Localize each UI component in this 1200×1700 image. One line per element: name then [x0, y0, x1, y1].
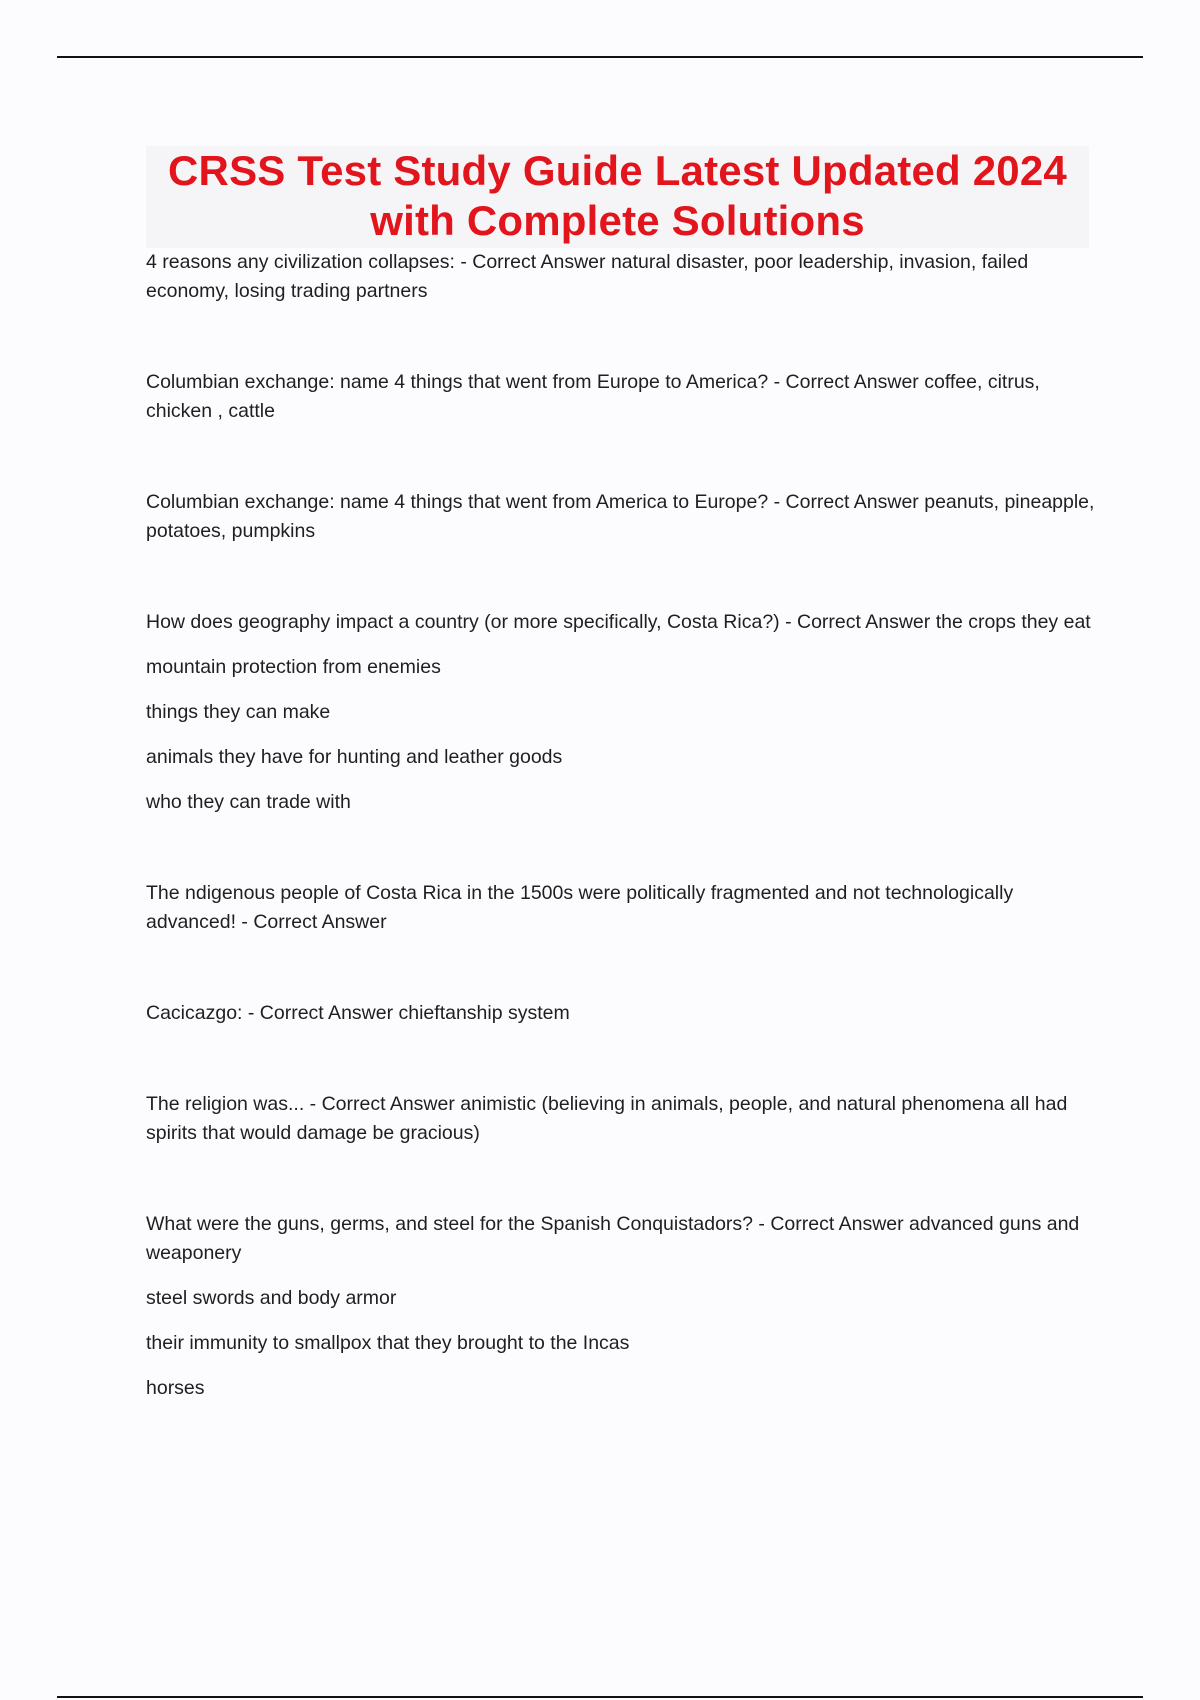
- qa-entry: [146, 608, 1096, 817]
- qa-entry: [146, 999, 1096, 1028]
- document-title: CRSS Test Study Guide Latest Updated 2024 with Complete Solutions: [168, 147, 1067, 244]
- qa-extra-line: who they can trade with: [146, 791, 351, 813]
- qa-extra-line: their immunity to smallpox that they brought to the Incas: [146, 1332, 630, 1354]
- study-guide-content: [146, 248, 1096, 1403]
- qa-entry: [146, 1210, 1096, 1403]
- qa-text: Columbian exchange: name 4 things that went from America to Europe? - Correct Answer peanuts, pineapple, potatoes, pumpkins: [146, 491, 1095, 542]
- qa-entry: [146, 368, 1096, 426]
- qa-extra-line: horses: [146, 1377, 205, 1399]
- qa-text: The religion was... - Correct Answer animistic (believing in animals, people, and natural phenomena all had spirits that would damage be gracious): [146, 1093, 1068, 1144]
- qa-entry: [146, 1090, 1096, 1148]
- qa-text: Columbian exchange: name 4 things that went from Europe to America? - Correct Answer coffee, citrus, chicken , cattle: [146, 371, 1040, 422]
- qa-text: The ndigenous people of Costa Rica in the 1500s were politically fragmented and not technologically advanced! - Correct Answer: [146, 882, 1014, 933]
- header-rule: [57, 56, 1143, 58]
- qa-text: 4 reasons any civilization collapses: - Correct Answer natural disaster, poor leadership, invasion, failed economy, losing trading partners: [146, 251, 1029, 302]
- qa-entry: [146, 879, 1096, 937]
- title-banner: [146, 146, 1089, 248]
- qa-extra-line: steel swords and body armor: [146, 1287, 397, 1309]
- qa-entry: [146, 248, 1096, 306]
- qa-text: Cacicazgo: - Correct Answer chieftanship system: [146, 1002, 570, 1024]
- qa-text: How does geography impact a country (or more specifically, Costa Rica?) - Correct Answer the crops they eat: [146, 611, 1091, 633]
- qa-text: What were the guns, germs, and steel for the Spanish Conquistadors? - Correct Answer advanced guns and weaponery: [146, 1213, 1080, 1264]
- qa-extra-line: things they can make: [146, 701, 331, 723]
- footer-rule: [57, 1696, 1143, 1698]
- qa-entry: [146, 488, 1096, 546]
- qa-extra-line: mountain protection from enemies: [146, 656, 441, 678]
- qa-extra-line: animals they have for hunting and leather goods: [146, 746, 563, 768]
